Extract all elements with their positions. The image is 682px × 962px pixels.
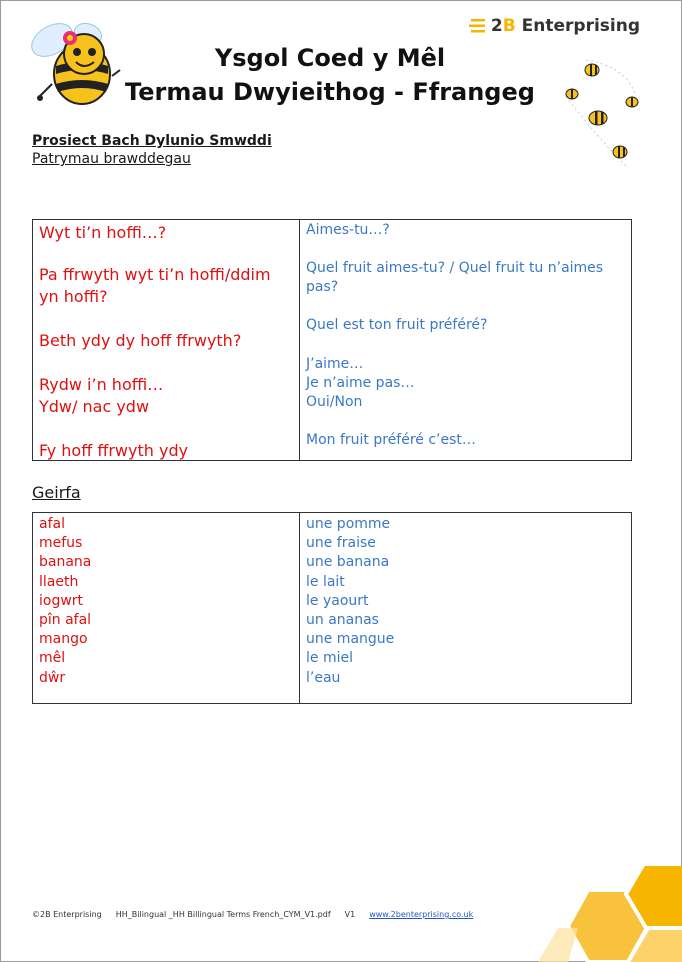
school-title: Ysgol Coed y Mêl (214, 44, 446, 72)
french-phrase: J’aime… (306, 356, 364, 372)
french-word: un ananas (306, 612, 379, 629)
welsh-word: mefus (39, 535, 83, 552)
brand-letter: B (502, 16, 516, 36)
french-word: le lait (306, 573, 345, 590)
welsh-word: dŵr (39, 669, 66, 686)
vocab-table (32, 512, 632, 704)
french-phrases-cell (300, 220, 632, 461)
project-title: Prosiect Bach Dylunio Smwddi (32, 133, 272, 149)
french-word: une mangue (306, 631, 395, 648)
welsh-vocab-list (33, 513, 299, 688)
french-word: une fraise (306, 535, 376, 552)
honeycomb-icon (528, 866, 682, 962)
welsh-phrases-cell (33, 220, 300, 461)
brand-name (491, 16, 640, 36)
footer-filename: HH_Bilingual _HH Billingual Terms French_CYM_V1.pdf (115, 910, 331, 919)
french-phrase: Quel fruit aimes-tu? / Quel fruit tu n’aimes (306, 260, 604, 276)
french-vocab-list (300, 513, 631, 688)
french-phrase: Quel est ton fruit préféré? (306, 317, 488, 333)
french-vocab-cell (300, 513, 632, 704)
welsh-phrase: Pa ffrwyth wyt ti’n hoffi/ddim (39, 265, 271, 284)
welsh-phrase: Ydw/ nac ydw (39, 397, 150, 416)
welsh-word: iogwrt (39, 592, 84, 609)
french-phrase: pas? (306, 279, 339, 295)
welsh-phrase: Beth ydy dy hoff ffrwyth? (39, 331, 242, 350)
welsh-word: mêl (39, 650, 66, 667)
welsh-word: afal (39, 516, 65, 532)
welsh-word: banana (39, 554, 92, 571)
welsh-phrase: Fy hoff ffrwyth ydy (39, 441, 189, 460)
french-phrase: Aimes-tu…? (306, 222, 390, 238)
welsh-phrase: Wyt ti’n hoffi…? (39, 223, 167, 242)
french-phrase: Oui/Non (306, 394, 363, 410)
footer-website-link[interactable]: www.2benterprising.co.uk (369, 910, 474, 919)
french-phrase: Mon fruit préféré c’est… (306, 432, 476, 448)
french-word: le miel (306, 650, 353, 667)
french-word: l’eau (306, 669, 341, 686)
brand-stripes-icon (469, 16, 487, 36)
brand-number: 2 (490, 16, 503, 36)
welsh-word: mango (39, 631, 88, 648)
footer-version: V1 (344, 910, 356, 919)
welsh-vocab-cell (33, 513, 300, 704)
welsh-phrase: yn hoffi? (39, 287, 108, 306)
phrases-table (32, 219, 632, 461)
brand-word: Enterprising (521, 16, 640, 36)
footer (32, 910, 473, 919)
project-subtitle: Patrymau brawddegau (32, 151, 191, 167)
footer-copyright: ©2B Enterprising (32, 910, 102, 919)
vocab-heading: Geirfa (32, 483, 81, 502)
french-word: le yaourt (306, 592, 369, 609)
flying-bees-icon (556, 56, 666, 176)
french-word: une banana (306, 554, 390, 571)
french-phrase: Je n’aime pas… (306, 375, 415, 391)
welsh-word: llaeth (39, 573, 79, 590)
brand-logo (469, 16, 640, 36)
french-word: une pomme (306, 516, 391, 532)
welsh-word: pîn afal (39, 612, 92, 629)
welsh-phrase: Rydw i’n hoffi… (39, 375, 164, 394)
document-title: Termau Dwyieithog - Ffrangeg (125, 78, 535, 106)
